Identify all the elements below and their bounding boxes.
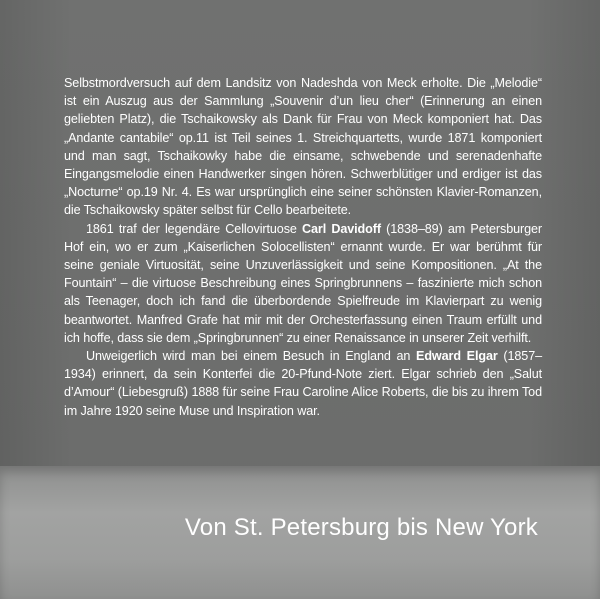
title-band: [0, 466, 600, 599]
composer-name: Carl Davidoff: [302, 221, 381, 236]
text-run: (1838–89) am Petersburger Hof ein, wo er zum „Kaiserlichen Solocellisten“ ernannt wurde. Er war berühmt für seine geniale Virtuosität, seine Unzuverlässigkeit und seine Kompositionen. „At the Fountain“ – die virtuose Beschreibung eines Springbrunnens – faszinierte mich schon als Teenager, doch ich fand die überbordende Spielfreude im Klavierpart zu wenig beantwortet. Manfred Grafe hat mir mit der Orchesterfassung einen Traum erfüllt und ich hoffe, dass sie dem „Springbrunnen“ zu einer Renaissance in unserer Zeit verhilft.: [64, 221, 543, 345]
composer-name: Edward Elgar: [416, 349, 498, 364]
text-run: Selbstmordversuch auf dem Landsitz von Nadeshda von Meck erholte. Die „Melodie“ ist ein Auszug aus der Sammlung „Souvenir d’un lieu cher“ (Erinnerung an einen geliebten Platz), die Tschaikowsky als Dank für Frau von Meck komponiert hat. Das „Andante cantabile“ op.11 ist Teil seines 1. Streichquartetts, wurde 1871 komponiert und man sagt, Tschaikowky habe die einsame, schwebende und serenadenhafte Eingangsmelodie einen Handwerker singen hören. Schwerblütiger und erdiger ist das „Nocturne“ op.19 Nr. 4. Es war ursprünglich eine seiner schönsten Klavier-Romanzen, die Tschaikowsky später selbst für Cello bearbeitete.: [64, 76, 542, 218]
text-run: Unweigerlich wird man bei einem Besuch in England an: [86, 349, 417, 364]
body-text: [64, 74, 542, 420]
paragraph-3: [64, 347, 542, 420]
text-run: 1861 traf der legendäre Cellovirtuose: [86, 221, 303, 236]
paragraph-2: [64, 220, 542, 347]
text-run: (1857–1934) erinnert, da sein Konterfei die 20-Pfund-Note ziert. Elgar schrieb den „Salut d’Amour“ (Liebesgruß) 1888 für seine Frau Caroline Alice Roberts, die bis zu ihrem Tod im Jahre 1920 seine Muse und Inspiration war.: [64, 349, 543, 418]
paragraph-1: [64, 74, 542, 220]
section-title: Von St. Petersburg bis New York: [184, 514, 538, 541]
